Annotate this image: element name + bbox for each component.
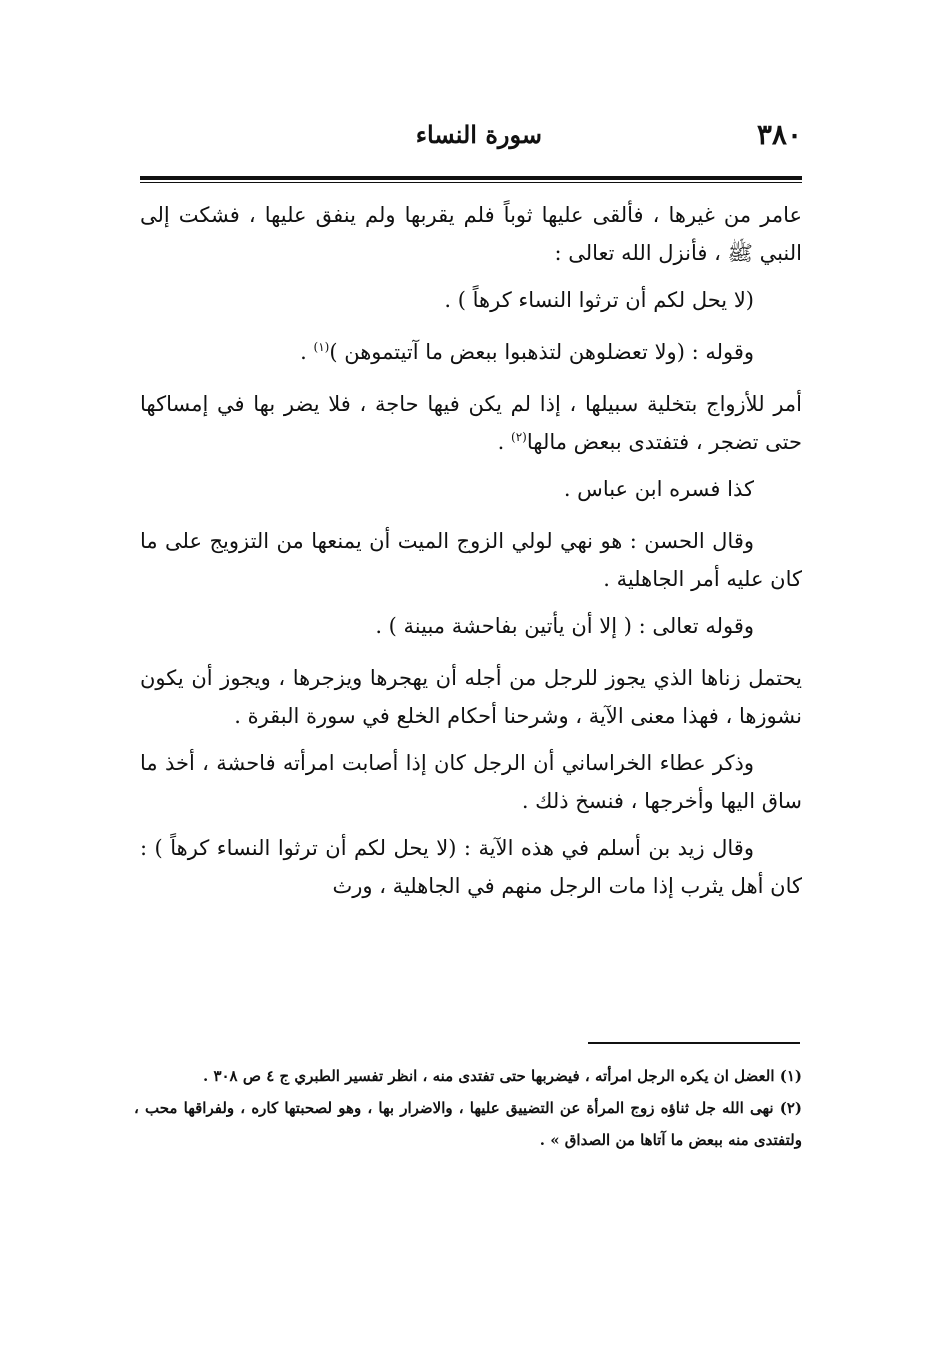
paragraph: وقال الحسن : هو نهي لولي الزوج الميت أن يمنعها من التزويج على ما كان عليه أمر الجاهلية . — [140, 529, 802, 591]
paragraph-text: أمر للأزواج بتخلية سبيلها ، إذا لم يكن فيها حاجة ، فلا يضر بها في إمساكها حتى تضجر ، فتفتدى ببعض مالها — [140, 392, 802, 454]
header-divider — [140, 176, 802, 183]
quran-verse: وقوله تعالى : ( إلا أن يأتين بفاحشة مبينة ) . — [375, 614, 754, 638]
paragraph: عامر من غيرها ، فألقى عليها ثوباً فلم يقربها ولم ينفق عليها ، فشكت إلى النبي ﷺ ، فأنزل الله تعالى : — [140, 203, 802, 265]
paragraph: يحتمل زناها الذي يجوز للرجل من أجله أن يهجرها ويزجرها ، ويجوز أن يكون نشوزها ، فهذا معنى الآية ، وشرحنا أحكام الخلع في سورة البقرة . — [140, 666, 802, 728]
footnote-1: (١) العضل ان يكره الرجل امرأته ، فيضربها حتى تفتدى منه ، انظر تفسير الطبري ج ٤ ص ٣٠٨ . — [202, 1067, 802, 1085]
paragraph: وذكر عطاء الخراساني أن الرجل كان إذا أصابت امرأته فاحشة ، أخذ ما ساق اليها وأخرجها ، فنسخ ذلك . — [140, 751, 802, 813]
footnote-divider — [588, 1042, 800, 1044]
footnotes — [134, 1060, 802, 1156]
paragraph: كذا فسره ابن عباس . — [563, 477, 754, 501]
paragraph: وقال زيد بن أسلم في هذه الآية : (لا يحل لكم أن ترثوا النساء كرهاً ) : كان أهل يثرب إذا مات الرجل منهم في الجاهلية ، ورث — [140, 836, 802, 898]
footnote-ref: (١) — [313, 340, 330, 354]
main-text — [140, 196, 802, 914]
quran-verse: (لا يحل لكم أن ترثوا النساء كرهاً ) . — [444, 288, 754, 312]
surah-title: سورة النساء — [415, 120, 542, 149]
paragraph-text: وقوله : (ولا تعضلوهن لتذهبوا ببعض ما آتيتموهن ) — [329, 340, 754, 364]
page-header — [140, 118, 802, 168]
paragraph: وقوله : (ولا تعضلوهن لتذهبوا ببعض ما آتيتموهن )$^{(١)}$ . — [300, 340, 754, 364]
footnote-ref: (٢) — [511, 430, 527, 444]
page-number: ٣٨٠ — [756, 118, 802, 151]
footnote-2: (٢) نهى الله جل ثناؤه زوج المرأة عن التضييق عليها ، والاضرار بها ، وهو لصحبتها كاره ، ولفراقها محب ، ولتفتدى منه ببعض ما آتاها من الصداق » . — [134, 1099, 802, 1149]
paragraph: أمر للأزواج بتخلية سبيلها ، إذا لم يكن فيها حاجة ، فلا يضر بها في إمساكها حتى تضجر ، فتفتدى ببعض مالها$^{(٢)}$ . — [140, 392, 802, 454]
